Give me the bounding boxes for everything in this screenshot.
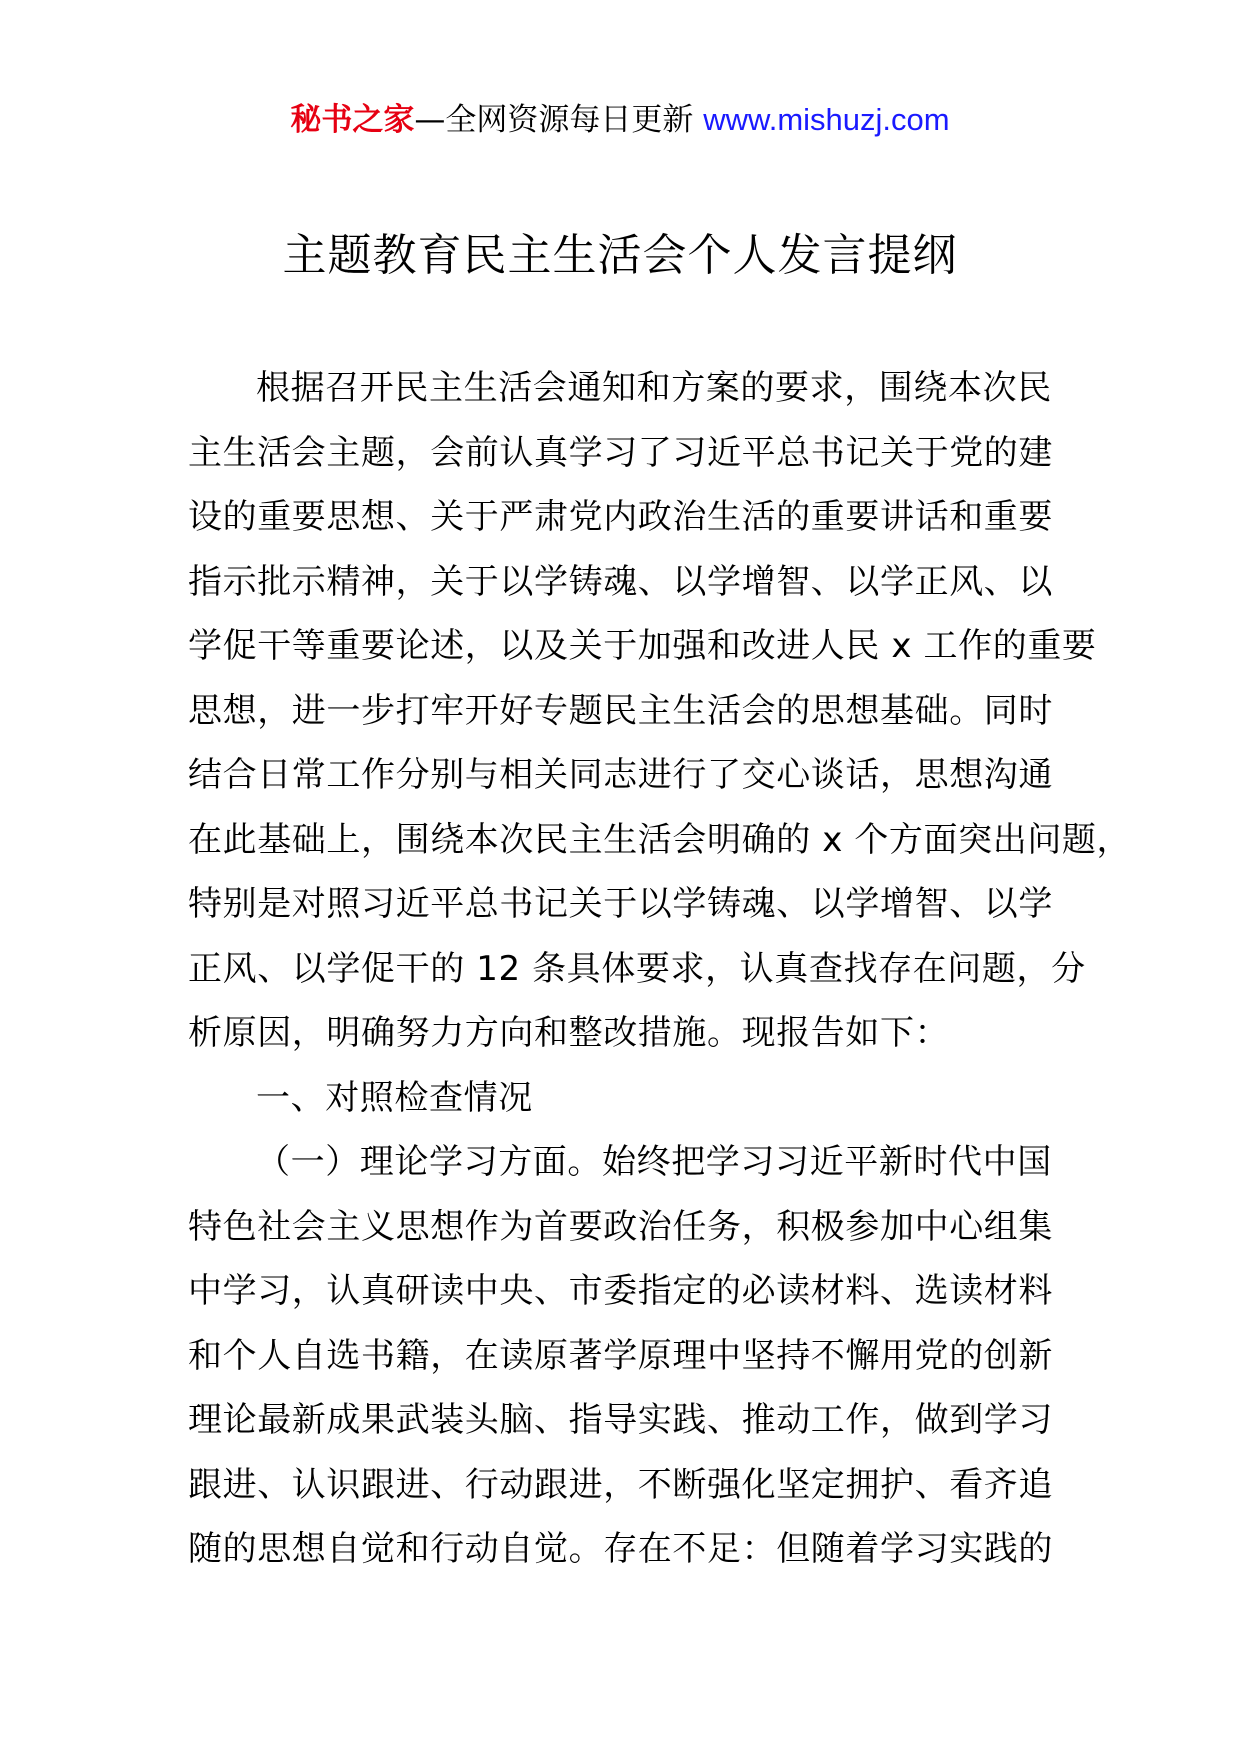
section-heading: 一、对照检查情况 [256, 1077, 533, 1118]
body-line: 特色社会主义思想作为首要政治任务，积极参加中心组集 [188, 1206, 1053, 1247]
body-line: 根据召开民主生活会通知和方案的要求，围绕本次民 [256, 368, 1052, 408]
body-line: 指示批示精神，关于以学铸魂、以学增智、以学正风、以 [188, 561, 1053, 602]
site-brand: 秘书之家 [290, 102, 415, 138]
site-url-link[interactable]: www.mishuzj.com [703, 102, 950, 137]
site-tagline: —全网资源每日更新 [414, 102, 704, 138]
body-line: 正风、以学促干的 12 条具体要求，认真查找存在问题，分 [188, 948, 1086, 989]
body-line: 理论最新成果武装头脑、指导实践、推动工作，做到学习 [188, 1400, 1053, 1440]
body-line: 跟进、认识跟进、行动跟进，不断强化坚定拥护、看齐追 [188, 1464, 1053, 1505]
body-line: 特别是对照习近平总书记关于以学铸魂、以学增智、以学 [188, 884, 1053, 924]
body-line: 结合日常工作分别与相关同志进行了交心谈话，思想沟通 [188, 755, 1053, 795]
body-line: 思想，进一步打牢开好专题民主生活会的思想基础。同时 [188, 690, 1053, 731]
document-body [188, 356, 1132, 1582]
body-line: （一）理论学习方面。始终把学习习近平新时代中国 [256, 1142, 1052, 1182]
body-line: 设的重要思想、关于严肃党内政治生活的重要讲话和重要 [188, 497, 1053, 537]
document-title: 主题教育民主生活会个人发言提纲 [282, 230, 958, 281]
site-header [0, 98, 1240, 142]
body-line: 随的思想自觉和行动自觉。存在不足：但随着学习实践的 [188, 1529, 1053, 1569]
body-line: 在此基础上，围绕本次民主生活会明确的 x 个方面突出问题， [188, 819, 1132, 860]
body-line: 主生活会主题，会前认真学习了习近平总书记关于党的建 [188, 432, 1053, 473]
body-line: 和个人自选书籍，在读原著学原理中坚持不懈用党的创新 [188, 1335, 1053, 1376]
body-line: 中学习，认真研读中央、市委指定的必读材料、选读材料 [188, 1271, 1053, 1311]
body-line: 学促干等重要论述，以及关于加强和改进人民 x 工作的重要 [188, 626, 1097, 666]
body-line: 析原因，明确努力方向和整改措施。现报告如下： [188, 1013, 950, 1053]
